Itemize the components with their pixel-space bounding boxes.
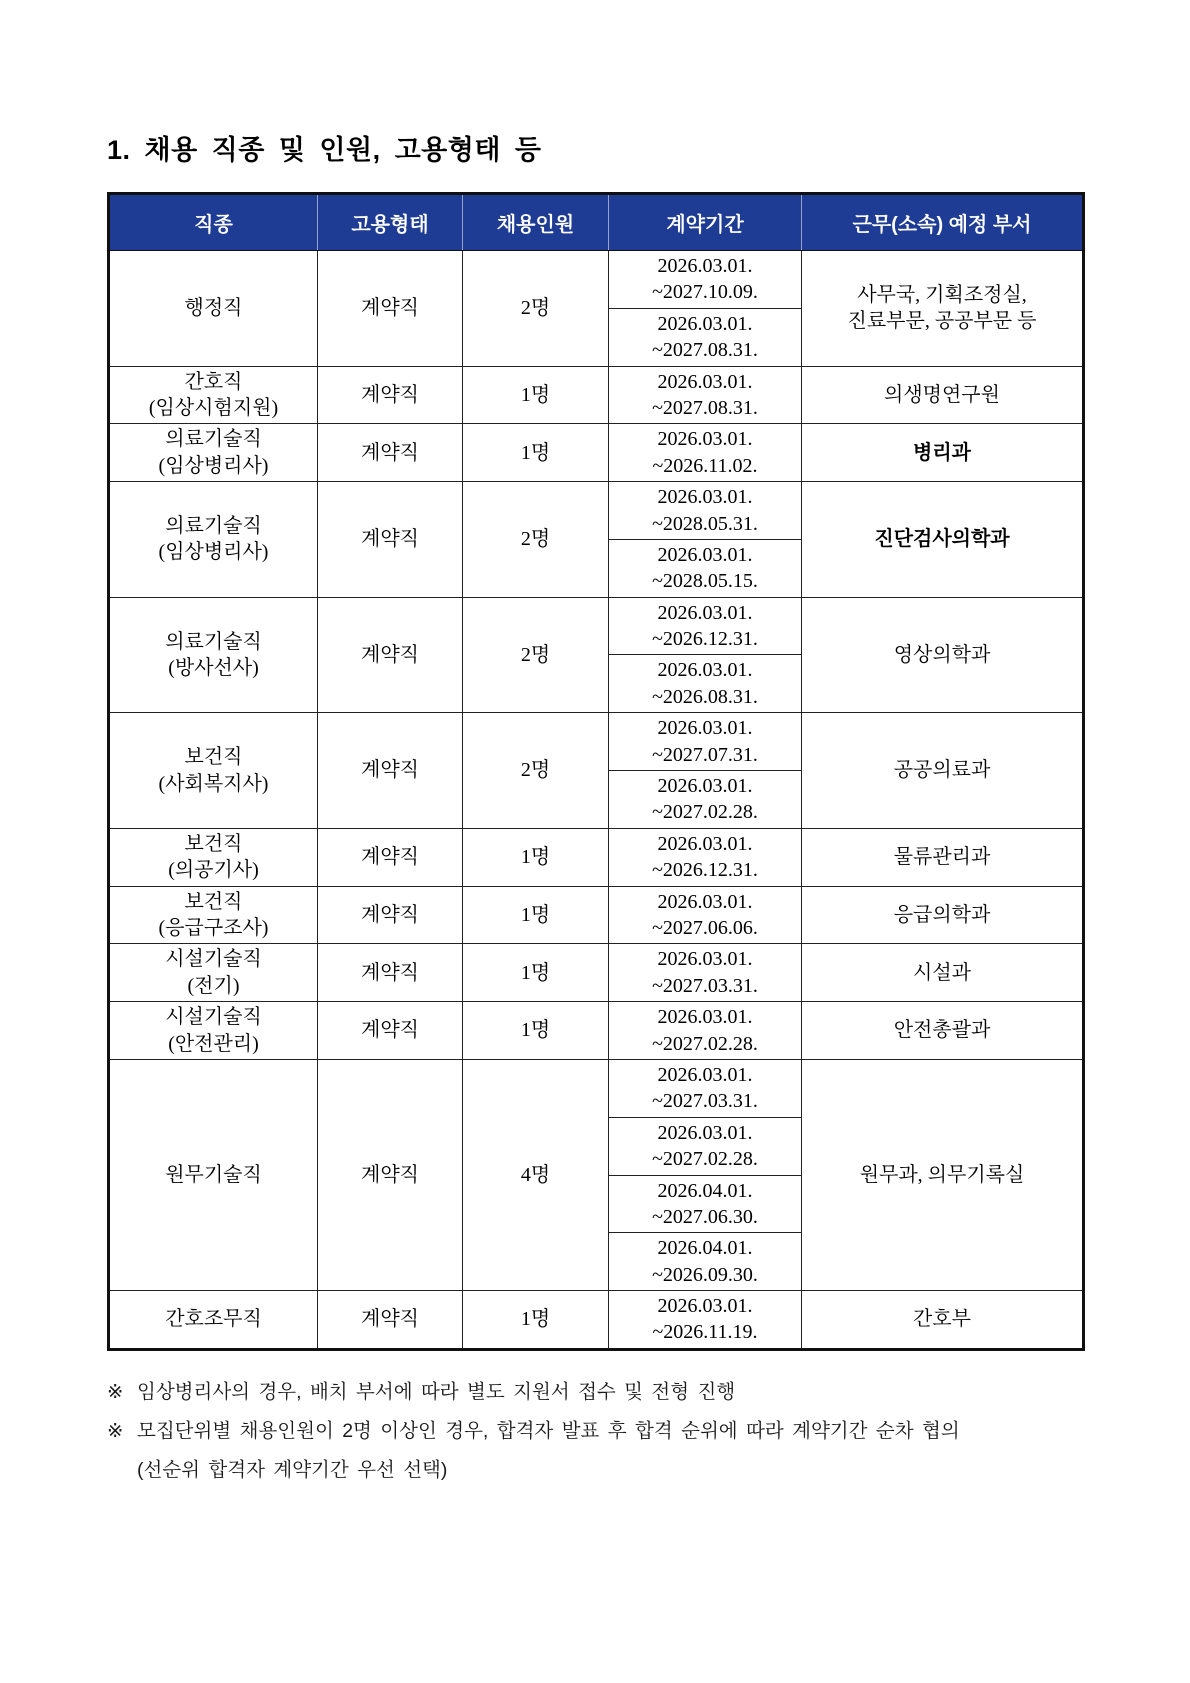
- contract-period-cell: 2026.03.01. ~2026.11.19.: [609, 1291, 802, 1350]
- page-title: 1. 채용 직종 및 인원, 고용형태 등: [107, 135, 542, 165]
- headcount-cell: 2명: [463, 482, 609, 598]
- table-row: [109, 886, 1084, 944]
- note-text: 모집단위별 채용인원이 2명 이상인 경우, 합격자 발표 후 합격 순위에 따라 계약기간 순차 협의: [137, 1419, 960, 1442]
- headcount-cell: 1명: [463, 886, 609, 944]
- table-row: [109, 251, 1084, 309]
- employment-type-cell: 계약직: [318, 1059, 463, 1290]
- department-cell: 시설과: [802, 944, 1084, 1002]
- contract-period-cell: 2026.03.01. ~2028.05.15.: [609, 539, 802, 597]
- headcount-cell: 2명: [463, 251, 609, 367]
- note-text: (선순위 합격자 계약기간 우선 선택): [137, 1458, 448, 1481]
- job-cell: 의료기술직 (임상병리사): [109, 482, 318, 598]
- job-cell: 시설기술직 (전기): [109, 944, 318, 1002]
- department-cell: 공공의료과: [802, 713, 1084, 829]
- table-row: [109, 713, 1084, 771]
- headcount-cell: 4명: [463, 1059, 609, 1290]
- department-cell: 병리과: [802, 424, 1084, 482]
- job-cell: 원무기술직: [109, 1059, 318, 1290]
- employment-type-cell: 계약직: [318, 713, 463, 829]
- table-row: [109, 944, 1084, 1002]
- header-row: [109, 194, 1084, 251]
- contract-period-cell: 2026.03.01. ~2027.06.06.: [609, 886, 802, 944]
- headcount-cell: 1명: [463, 828, 609, 886]
- header-employment-type: 고용형태: [318, 194, 463, 251]
- table-row: [109, 1291, 1084, 1350]
- employment-type-cell: 계약직: [318, 944, 463, 1002]
- table-row: [109, 1059, 1084, 1117]
- contract-period-cell: 2026.04.01. ~2027.06.30.: [609, 1175, 802, 1233]
- job-cell: 시설기술직 (안전관리): [109, 1002, 318, 1060]
- job-cell: 행정직: [109, 251, 318, 367]
- note-item: [107, 1415, 1107, 1443]
- table-row: [109, 828, 1084, 886]
- contract-period-cell: 2026.03.01. ~2027.08.31.: [609, 308, 802, 366]
- note-item: [107, 1376, 1107, 1404]
- department-cell: 의생명연구원: [802, 366, 1084, 424]
- headcount-cell: 2명: [463, 713, 609, 829]
- contract-period-cell: 2026.03.01. ~2027.08.31.: [609, 366, 802, 424]
- department-cell: 진단검사의학과: [802, 482, 1084, 598]
- footnotes: [107, 1376, 1107, 1482]
- department-cell: 원무과, 의무기록실: [802, 1059, 1084, 1290]
- job-cell: 보건직 (사회복지사): [109, 713, 318, 829]
- job-cell: 보건직 (의공기사): [109, 828, 318, 886]
- headcount-cell: 1명: [463, 1002, 609, 1060]
- header-job: 직종: [109, 194, 318, 251]
- department-cell: 물류관리과: [802, 828, 1084, 886]
- note-marker: ※: [107, 1419, 124, 1442]
- headcount-cell: 1명: [463, 944, 609, 1002]
- headcount-cell: 1명: [463, 1291, 609, 1350]
- department-cell: 간호부: [802, 1291, 1084, 1350]
- contract-period-cell: 2026.03.01. ~2027.10.09.: [609, 251, 802, 309]
- employment-type-cell: 계약직: [318, 1291, 463, 1350]
- job-cell: 의료기술직 (임상병리사): [109, 424, 318, 482]
- employment-type-cell: 계약직: [318, 828, 463, 886]
- department-cell: 안전총괄과: [802, 1002, 1084, 1060]
- note-text: 임상병리사의 경우, 배치 부서에 따라 별도 지원서 접수 및 전형 진행: [137, 1380, 736, 1403]
- contract-period-cell: 2026.03.01. ~2027.03.31.: [609, 1059, 802, 1117]
- contract-period-cell: 2026.03.01. ~2026.12.31.: [609, 828, 802, 886]
- contract-period-cell: 2026.03.01. ~2027.03.31.: [609, 944, 802, 1002]
- employment-type-cell: 계약직: [318, 366, 463, 424]
- table-row: [109, 424, 1084, 482]
- contract-period-cell: 2026.03.01. ~2027.02.28.: [609, 771, 802, 829]
- table-row: [109, 482, 1084, 540]
- recruitment-table: [107, 192, 1085, 1351]
- job-cell: 의료기술직 (방사선사): [109, 597, 318, 713]
- table-header: [109, 194, 1084, 251]
- employment-type-cell: 계약직: [318, 1002, 463, 1060]
- contract-period-cell: 2026.04.01. ~2026.09.30.: [609, 1233, 802, 1291]
- header-department: 근무(소속) 예정 부서: [802, 194, 1084, 251]
- department-cell: 응급의학과: [802, 886, 1084, 944]
- employment-type-cell: 계약직: [318, 597, 463, 713]
- headcount-cell: 1명: [463, 366, 609, 424]
- contract-period-cell: 2026.03.01. ~2027.07.31.: [609, 713, 802, 771]
- contract-period-cell: 2026.03.01. ~2026.11.02.: [609, 424, 802, 482]
- note-marker: ※: [107, 1380, 124, 1403]
- contract-period-cell: 2026.03.01. ~2027.02.28.: [609, 1117, 802, 1175]
- contract-period-cell: 2026.03.01. ~2027.02.28.: [609, 1002, 802, 1060]
- job-cell: 간호직 (임상시험지원): [109, 366, 318, 424]
- job-cell: 간호조무직: [109, 1291, 318, 1350]
- table-row: [109, 366, 1084, 424]
- employment-type-cell: 계약직: [318, 482, 463, 598]
- table-row: [109, 1002, 1084, 1060]
- employment-type-cell: 계약직: [318, 251, 463, 367]
- job-cell: 보건직 (응급구조사): [109, 886, 318, 944]
- headcount-cell: 1명: [463, 424, 609, 482]
- employment-type-cell: 계약직: [318, 886, 463, 944]
- contract-period-cell: 2026.03.01. ~2026.08.31.: [609, 655, 802, 713]
- header-headcount: 채용인원: [463, 194, 609, 251]
- table-row: [109, 597, 1084, 655]
- headcount-cell: 2명: [463, 597, 609, 713]
- contract-period-cell: 2026.03.01. ~2028.05.31.: [609, 482, 802, 540]
- contract-period-cell: 2026.03.01. ~2026.12.31.: [609, 597, 802, 655]
- header-contract-period: 계약기간: [609, 194, 802, 251]
- note-item: [137, 1454, 1107, 1482]
- employment-type-cell: 계약직: [318, 424, 463, 482]
- department-cell: 사무국, 기획조정실, 진료부문, 공공부문 등: [802, 251, 1084, 367]
- department-cell: 영상의학과: [802, 597, 1084, 713]
